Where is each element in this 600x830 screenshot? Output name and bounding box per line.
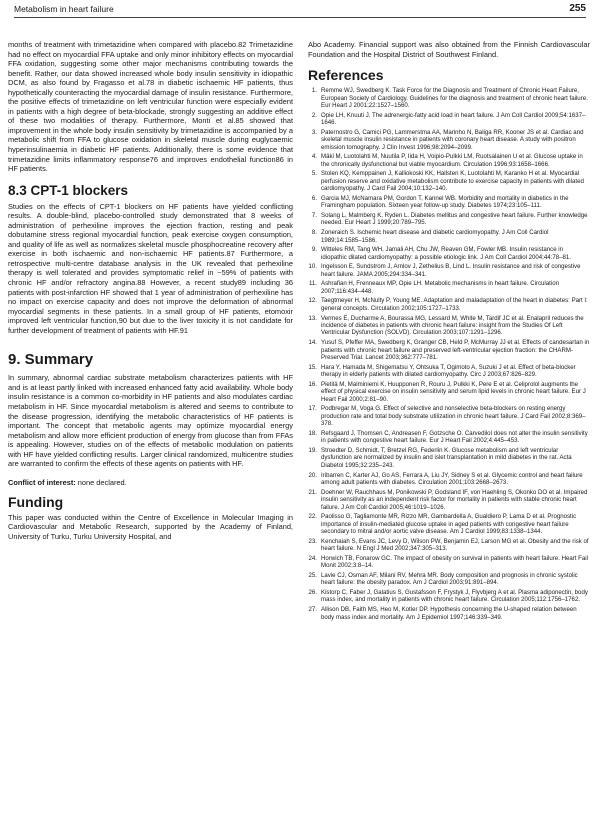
references-heading: References [308,67,384,84]
reference-item [308,195,590,210]
summary-paragraph: In summary, abnormal cardiac substrate metabolism characterizes patients with HF and is at least partly linked with increased enhanced fatty acid availability. Whole body insulin resistance is a common co-morbidity in HF patients and also modulates cardiac metabolism in HF. Since myocardial metabolism is altered and seems to contribute to the disease progression, identifying the metabolic characteristics of HF patients is important. The concept that metabolic agents may optimize myocardial energy metabolism and allow more efficient production of energy from glucose than from FFAs is appealing. However, studies on of the effects of metabolic modulation on patients with HF have yielded conflicting results. Larger clinical randomized, multicentre studies are warranted to confirm the effects of these agents on patients with HF. [8,373,293,469]
reference-item [308,212,590,227]
reference-text: Hara Y, Hamada M, Shigematsu Y, Ohtsuka T, Ogimoto A, Suzuki J et al. Effect of beta-blocker therapy in elderly patients with dilated cardiomyopathy. Circ J 2003;67:826–829. [321,363,576,379]
reference-number: 18. [308,429,317,437]
reference-number: 23. [308,537,317,545]
reference-text: Taegtmeyer H, McNulty P, Young ME. Adaptation and maladaptation of the heart in diabetes: Part I: general concepts. Circulation 2002;105:1727–1733. [321,297,588,312]
conflict-of-interest-label: Conflict of interest: [8,477,76,487]
reference-text: Allison DB, Faith MS, Heo M, Kotler DP. Hypothesis concerning the U-shaped relation between body mass index and mortality. Am J Epidemiol 1997;146:339–349. [321,606,577,621]
reference-item [308,405,590,427]
funding-continued-paragraph: Abo Academy. Financial support was also obtained from the Finnish Cardiovascular Foundation and the Hospital District of Southwest Finland. [308,40,590,59]
reference-text: Stroedter D, Schmidt, T, Bretzel RG, Federlin K. Glucose metabolism and left ventricular dysfunction are normalized by insulin and islet transplantation in mild diabetes in the rat. Acta Diabetol 1995;32:235–243. [321,446,572,469]
reference-item [308,430,590,445]
reference-item [308,572,590,587]
reference-item [308,538,590,553]
reference-item [308,489,590,511]
reference-text: Opie LH, Knuuti J. The adrenergic-fatty acid load in heart failure. J Am Coll Cardiol 2009;54:1637–1646. [321,111,586,127]
reference-text: Stolen KQ, Kemppainen J, Kalliokoski KK, Hallsten K, Luotolahti M, Karanko H et al. Myocardial perfusion reserve and oxidative metabolism contribute to exercise capacity in patients with dilated cardiomyopathy. J Card Fail 2004;10:132–140. [321,170,584,193]
reference-number: 25. [308,571,317,579]
reference-number: 14. [308,339,317,347]
reference-item [308,364,590,379]
reference-item [308,339,590,361]
conflict-of-interest [8,478,293,487]
reference-number: 27. [308,606,317,614]
reference-item [308,170,590,192]
reference-number: 2. [311,111,317,119]
reference-number: 7. [311,212,317,220]
reference-number: 16. [308,380,317,388]
reference-number: 15. [308,363,317,371]
reference-item [308,381,590,403]
reference-text: Garcia MJ, McNamara PM, Gordon T, Kannel WB. Morbidity and mortality in diabetics in the Framingham population. Sixteen year follow-up study. Diabetes 1974;23:105–111. [321,194,569,210]
reference-text: Ashrafian H, Frenneaux MP, Opie LH. Metabolic mechanisms in heart failure. Circulation 2007;116:434–448. [321,280,559,295]
reference-item [308,263,590,278]
reference-number: 12. [308,297,317,305]
reference-text: Ingelsson E, Sundstrom J, Arnlov J, Zethelius B, Lind L. Insulin resistance and risk of congestive heart failure. JAMA 2005;294:334–341. [321,263,581,278]
reference-text: Paternostro G, Camici PG, Lammerstma AA, Marinho N, Baliga RR, Kooner JS et al. Cardiac and skeletal muscle insulin resistance in patients with coronary heart disease. A study with positron emission tomography. J Clin Invest 1996;98:2094–2099. [321,128,584,151]
reference-text: Doehner W, Rauchhaus M, Ponikowski P, Godsland IF, von Haehling S, Okonko DO et al. Impaired insulin sensitivity as an independent risk factor for mortality in patients with stable chronic heart failure. J Am Coll Cardiol 2005;46:1019–1026. [321,488,588,511]
reference-number: 3. [311,128,317,136]
reference-item [308,129,590,151]
reference-text: Refsgaard J, Thomsen C, Andreasen F, Gotzsche O. Carvedilol does not alter the insulin sensitivity in patients with congestive heart failure. Eur J Heart Fail 2002;4:445–453. [321,429,588,445]
reference-item [308,246,590,261]
reference-text: Podbregar M, Voga G. Effect of selective and nonselective beta-blockers on resting energy production rate and total body substrate utilization in chronic heart failure. J Card Fail 2002;8:369–378. [321,405,586,428]
reference-item [308,87,590,109]
reference-number: 24. [308,554,317,562]
reference-number: 13. [308,314,317,322]
page-number: 255 [569,3,586,14]
reference-item [308,280,590,295]
reference-list [308,87,590,621]
trimetazidine-paragraph: months of treatment with trimetazidine when compared with placebo.82 Trimetazidine had no effect on myocardial FFA uptake and only minor inhibitory effects on myocardial FFA oxidation, suggesting some other major mechanisms contributing towards the benefit. Rather, our data showed increased whole body insulin sensitivity in idiopathic DCM, as also found by Fragasso et al.78 in diabetic ischaemic HF patients, thus hypothetically counteracting the myocardial damage of insulin resistance. Furthermore, the positive effects of trimetazidine on left ventricular function were especially evident in patients with a high degree of beta-blockade, strongly suggesting an additive effect of these two modalities of therapy. Furthermore, Monti et al.85 showed that improvement in the whole body insulin sensitivity by trimetazidine is accompanied by a metabolic shift from FFA to glucose oxidation in skeletal muscle during euglycaemic hyperinsulinaemia in diabetic HF patients. Additionally, there is some evidence that trimetazidine limits inflammatory response76 and improves endothelial function86 in HF patients. [8,40,293,174]
section-heading-funding: Funding [8,493,64,510]
reference-text: Zoneraich S. Ischemic heart disease and diabetic cardiomyopathy. J Am Coll Cardiol 1989;14:1585–1586. [321,229,549,244]
reference-item [308,315,590,337]
reference-text: Mäki M, Luotolahti M, Nuutila P, Iida H, Voipio-Pulkki LM, Ruotsalainen U et al. Glucose uptake in the chronically dysfunctional but viable myocardium. Circulation 1996;93:1658–1666. [321,153,583,168]
reference-number: 21. [308,488,317,496]
reference-number: 20. [308,471,317,479]
reference-number: 8. [311,229,317,237]
reference-text: Paolisso G, Tagliamonte MR, Rizzo MR, Gambardella A, Gualdiero P, Lama D et al. Prognostic importance of insulin-mediated glucose uptake in aged patients with congestive heart failure secondary to mitral and/or aortic valve disease. Am J Cardiol 1999;83:1338–1344. [321,513,577,536]
reference-item [308,513,590,535]
reference-item [308,112,590,127]
reference-text: Horwich TB, Fonarow GC. The impact of obesity on survival in patients with heart failure. Heart Fail Monit 2002;3:8–14. [321,554,588,570]
reference-text: Solang L, Malmberg K, Ryden L. Diabetes mellitus and congestive heart failure. Further knowledge needed. Eur Heart J 1999;20:789–795. [321,212,588,227]
reference-text: Lavie CJ, Osman AF, Milani RV, Mehra MR. Body composition and prognosis in chronic systolic heart failure: the obesity paradox. Am J Cardiol 2003;91:891–894. [321,571,578,587]
reference-number: 5. [311,170,317,178]
reference-text: Yusuf S, Pfeffer MA, Swedberg K, Granger CB, Held P, McMurray JJ et al. Effects of candesartan in patients with chronic heart failure and preserved left-ventricular ejection fraction: the CHARM-Preserved Trial. Lancet 2003;362:777–781. [321,339,590,362]
running-header [14,3,586,18]
left-column [8,40,293,541]
reference-number: 6. [311,194,317,202]
reference-item [308,472,590,487]
reference-number: 17. [308,405,317,413]
reference-item [308,589,590,604]
reference-number: 1. [311,87,317,95]
reference-number: 4. [311,153,317,161]
reference-number: 19. [308,446,317,454]
reference-text: Kenchaiah S, Evans JC, Levy D, Wilson PW, Benjamin EJ, Larson MG et al. Obesity and the risk of heart failure. N Engl J Med 2002;347:305–313. [321,537,589,553]
funding-paragraph: This paper was conducted within the Centre of Excellence in Molecular Imaging in Cardiovascular and Metabolic Research, supported by the Academy of Finland, University of Turku, Turku University Hospital, and [8,512,293,541]
reference-item [308,153,590,168]
reference-text: Remme WJ, Swedberg K. Task Force for the Diagnosis and Treatment of Chronic Heart Failure, European Society of Cardiology. Guidelines for the diagnosis and treatment of chronic heart failure. Eur Heart J 2001;22:1527–1560. [321,87,588,109]
conflict-of-interest-text: none declared. [75,477,127,487]
reference-text: Witteles RM, Tang WH, Jamali AH, Chu JW, Reaven GM, Fowler MB. Insulin resistance in idiopathic dilated cardiomyopathy: a possible etiologic link. J Am Coll Cardiol 2004;44:78–81. [321,246,571,261]
reference-item [308,297,590,312]
right-column [308,40,590,623]
reference-item [308,229,590,244]
reference-item [308,447,590,469]
reference-item [308,606,590,621]
reference-item [308,555,590,570]
reference-text: Kistorp C, Faber J, Galatius S, Gustafsson F, Frystyk J, Flyvbjerg A et al. Plasma adiponectin, body mass index, and mortality in patients with chronic heart failure. Circulation 2005;112:1756–1762. [321,588,588,604]
reference-text: Vermes E, Ducharme A, Bourassa MG, Lessard M, White M, Tardif JC et al. Enalapril reduces the incidence of diabetes in patients with chronic heart failure: insight from the Studies Of Left Ventricular Dysfunction (SOLVD). Circulation 2003;107:1291–1296. [321,314,584,337]
section-heading-cpt1-blockers: 8.3 CPT-1 blockers [8,182,129,198]
reference-text: Iribarren C, Karter AJ, Go AS, Ferrara A, Liu JY, Sidney S et al. Glycemic control and heart failure among adult patients with diabetes. Circulation 2001;103:2668–2673. [321,471,583,486]
cpt1-blockers-paragraph: Studies on the effects of CPT-1 blockers on HF patients have yielded conflicting results. A double-blind, placebo-controlled study demonstrated that 8 weeks of administration of perhexiline improves the ejection fraction, resting and peak dobutamine stress regional myocardial function, peak exercise oxygen consumption, and quality of life as well as normalizes skeletal muscle phosphocreatine recovery after exercise in both ischaemic and non-ischaemic HF patients.87 Furthermore, a retrospective multi-centre database analysis in the UK revealed that perhexiline therapy is well tolerated and provides symptomatic relief in ~59% of patients with chronic HF and/or refractory angina.88 However, a recent study89 including 36 patients with post-infarction HF showed that 1 year of administration of perhexiline has no impact on exercise capacity and does not improve the deformation of abnormal myocardial segments in these patients. In a small group of HF patients, etomoxir improved left ventricular function,90 but due to the liver toxicity it is not candidate for further development of treatment of patients with HF.91 [8,201,293,335]
running-title: Metabolism in heart failure [14,4,114,14]
reference-number: 9. [311,246,317,254]
reference-number: 11. [308,280,317,288]
reference-number: 26. [308,588,317,596]
reference-number: 10. [308,263,317,271]
reference-text: Pietilä M, Malminiemi K, Huupponen R, Rouru J, Pulkki K, Pere E et al. Celiprolol augments the effect of physical exercise on insulin sensitivity and serum lipid levels in chronic heart failure. Eur J Heart Fail 2000;2:81–90. [321,380,586,403]
reference-number: 22. [308,513,317,521]
section-heading-summary: 9. Summary [8,351,94,369]
